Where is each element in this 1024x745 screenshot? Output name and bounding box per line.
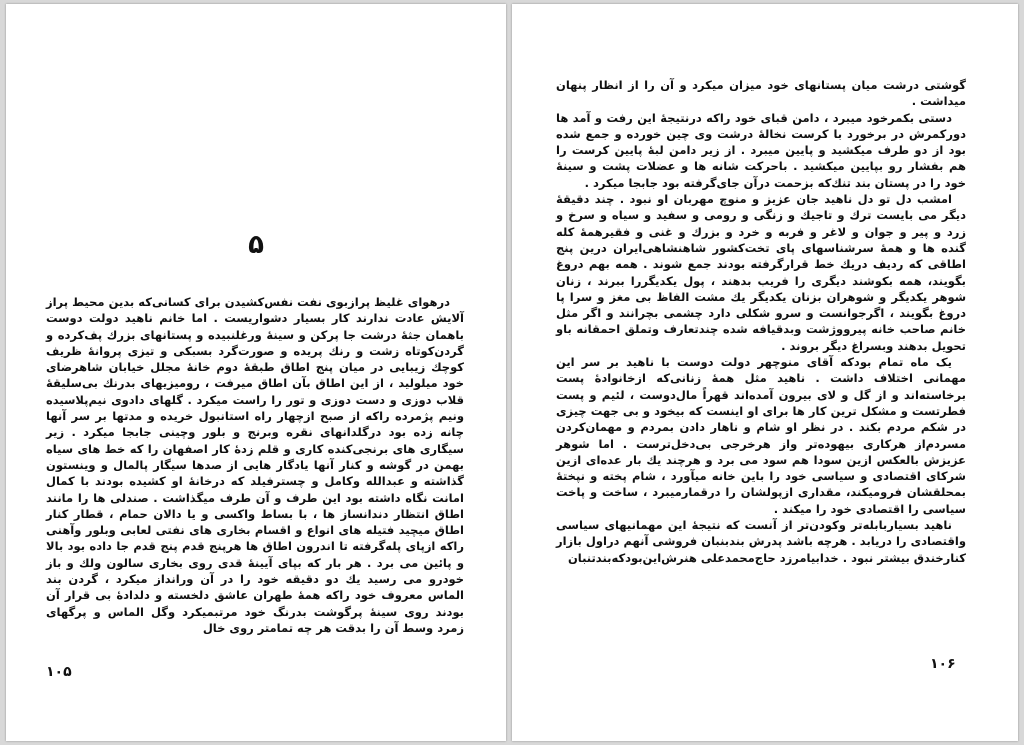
right-page-body — [556, 77, 966, 566]
left-page — [6, 4, 506, 741]
paragraph: یک ماه تمام بودکه آقای منوچهر دولت دوست با ناهید بر سر این مهمانی اختلاف داشت . ناهید مثل همهٔ زنانی‌که ازخانوادهٔ پست برخاسته‌اند و از گل و لای بیرون آمده‌اند قهراً مال‌دوست ، لئیم و پست فطرتست و مشکل ترین کار ها برای او اینست که بیخود و بی جهت چیزی در شکم مردم بکند . در نظر او شام و ناهار دادن بمردم و مهمان‌کردن مسردم‌از هرکاری بیهوده‌تر واز هرخرجی بی‌دخل‌ترست . اما شوهر عزیزش بالعکس ازین سودا هم سود می برد و هرچند یك بار عده‌ای ازین شرکای اقتصادی و سیاسی خود را باین خانه میآورد ، شام پخته و نپختهٔ بمحلقشان فرومیکند، مقداری ازپولشان را درقمارمیبرد ، ساخت و پاخت سیاسی را اقتصادی خود را میکند . — [556, 355, 966, 516]
paragraph: دستی بکمرخود میبرد ، دامن قبای خود راکه درنتیجهٔ این رفت و آمد ها دورکمرش در برخورد با کرست نخالهٔ درشت وی چین خورده و جمع شده بود از دو طرف میکشید و پایین میبرد . از زیر دامن لبهٔ پایین کرست را هم بفشار رو بپایین میکشید . باحرکت شانه ها و عضلات پشت و سینهٔ خود را در پستان بند تنك‌که بزحمت درآن جای‌گرفته بود جابجا میکرد . — [556, 110, 966, 190]
paragraph: گوشتی درشت میان پستانهای خود میزان میکرد و آن را از انظار پنهان میداشت . — [556, 78, 966, 109]
right-page — [512, 4, 1018, 741]
left-page-body — [46, 294, 464, 636]
page-number: ۱۰۶ — [930, 656, 956, 672]
paragraph: ناهید بسیاربابله‌تر وکودن‌تر از آنست که نتیجهٔ این مهمانیهای سیاسی واقتصادی را دریابد . هرچه باشد پدرش بندبنبان فروشی آنهم دراول بازار کنارخندق بیشتر نبود . خدابیامرزد حاج‌محمدعلی هنرش‌این‌بودکه‌بندتنبان — [556, 518, 966, 565]
paragraph: امشب دل تو دل ناهید جان عزیز و منوچ مهربان او نبود . چند دقیقهٔ دیگر می بایست ترك و تاجیك و زنگی و رومی و سفید و سیاه و سرخ و زرد و پیر و جوان و لاغر و فربه و خرد و بزرك و غنی و فقیرهمهٔ کله گنده ها و همهٔ سرشناسهای پای تخت‌کشور شاهنشاهی‌ایران درین پنج اطاقی که ردیف دریك خط قرارگرفته بودند جمع شوند . همه بهم دروغ بگویند، همه بکوشند دیگری را فریب بدهند ، پول یکدیگررا ببرند ، زنان شوهر یکدیگر و شوهران بزنان یکدیگر یك مشت الفاظ بی مغز و سرا پا دروغ بگویند ، اگرجوانست و سرو شکلی دارد چشمی بچرانند و اگر مثل خانم صاحب خانه پیرووژشت وبدقیافه شده چندتعارف وتملق احمقانه باو تحویل بدهند وبسراغ دیگر بروند . — [556, 192, 966, 353]
page-number: ۱۰۵ — [46, 664, 72, 680]
chapter-number: ۵ — [248, 230, 264, 260]
paragraph: درهوای غلیظ پرازبوی نفت نفس‌کشیدن برای کسانی‌که بدین محیط پراز آلایش عادت ندارند کار بسیار دشواریست . اما خانم ناهید دولت دوست باهمان جثهٔ درشت جا پرکن و سینهٔ ورغلنبیده و پستانهای بزرك پف‌کرده و گردن‌کوتاه زشت و رنك پریده و صورت‌گرد بسبکی و تیزی پروانهٔ ظریف کوچك زیبایی در میان پنج اطاق طبقهٔ دوم خانهٔ مجلل خیابان شاهرضای خود میلولید ، از این اطاق بآن اطاق میرفت ، روميزيهای بدرنك بی‌سلیقهٔ قلاب دوزی و دست دوزی و تور را راست میکرد . گلهای دادوی نیم‌پلاسیده ونیم پژمرده راکه از صبح ازچهار راه استانبول خریده و مدتها بر سر آنها چانه زده بود درگلدانهای نقره وبرنج و بلور وچینی جابجا میکرد . زیر سیگاری های برنجی‌کنده کاری و قلم زدهٔ کار اصفهان را که خط های سیاه بهمن در گوشه و کنار آنها یادگار هایی از صدها سیگار پالمال و وینستون گذاشته و عبدالله وکامل و چسترفیلد که درخانهٔ او کشیده بودند با کمال امانت نگاه داشته بود این طرف و آن طرف میگذاشت . صندلی ها را مانند اطاق انتظار دندانساز ها ، با بساط واکسی و یا دالان حمام ، قطار کنار اطاق میچید فتیله های انواع و اقسام بخاری های نفتی لعابی وبلور وآهنی راکه ازپای پله‌گرفته تا اندرون اطاق ها هرپنج قدم پنج قدم جا داده بود بالا و پائین می برد . هر بار که بپای آیینهٔ قدی روی بخاری سالون ولك و باز خودرو می رسید یك دو دقیقه خود را در آن ورانداز میکرد ، گردن بند الماس معروف خود راکه همهٔ طهران عاشق دلخسته و دلدادهٔ بی قرار آن بودند روی سینهٔ پرگوشت بدرنگ خود مرتبمیکرد وگل الماس و پرگهای زمرد وسط آن را بدقت هر چه تمامتر روی خال — [46, 295, 464, 635]
